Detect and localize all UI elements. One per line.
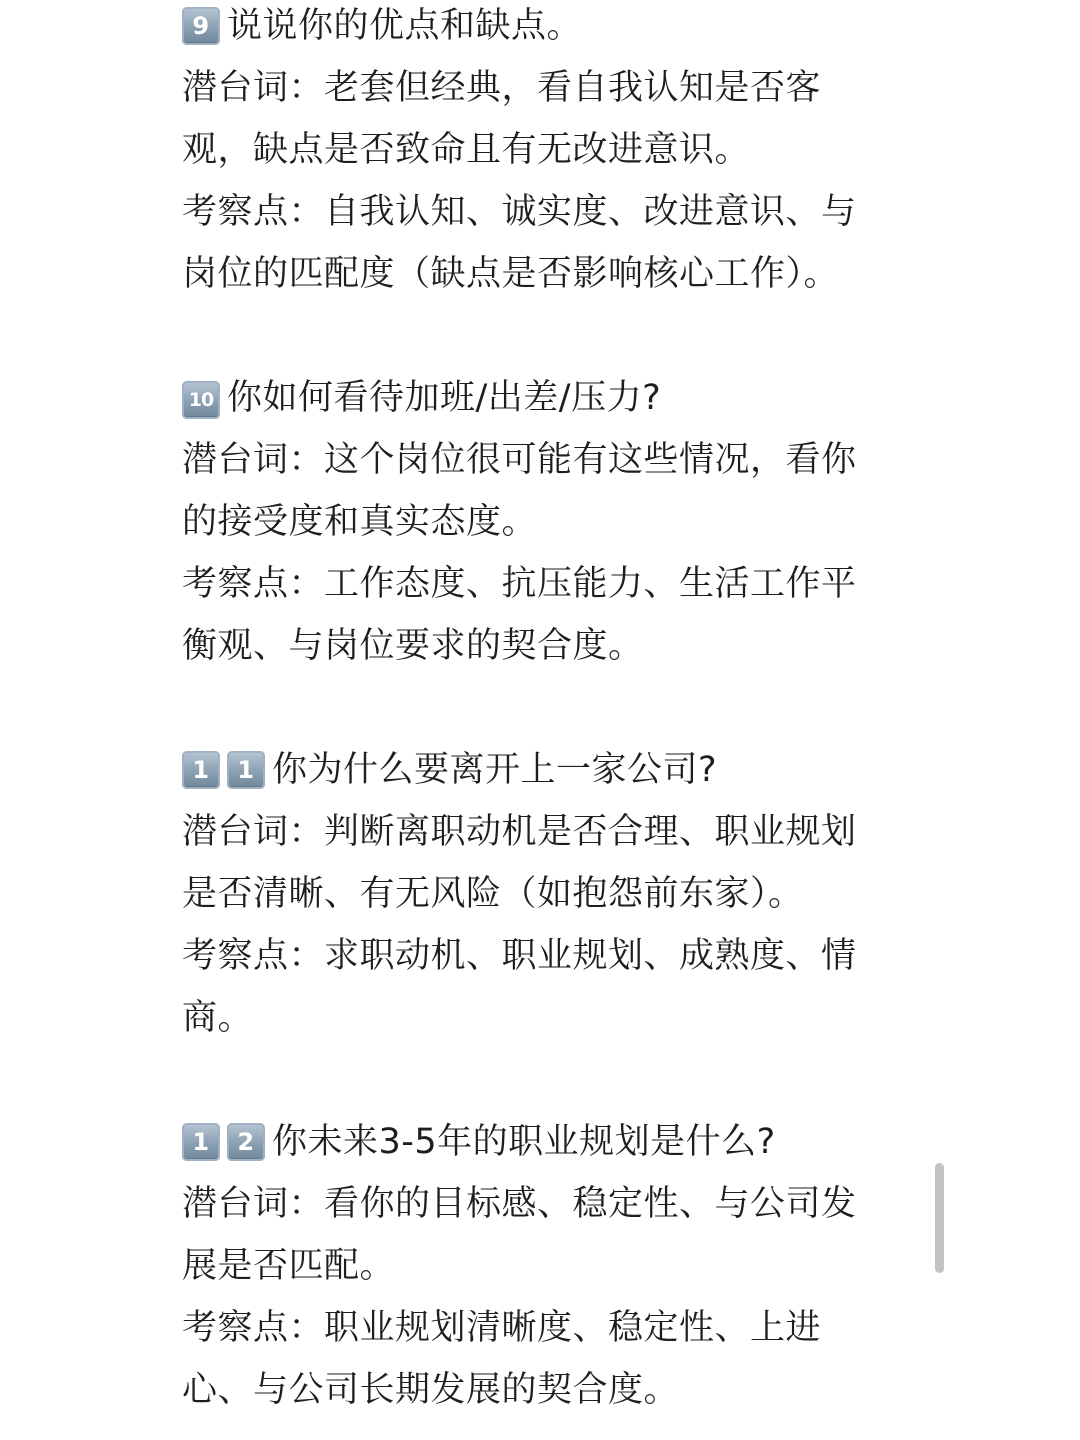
question-heading xyxy=(182,1120,776,1164)
scrollbar-thumb[interactable] xyxy=(935,1163,944,1273)
subtext-line: 观，缺点是否致命且有无改进意识。 xyxy=(182,130,751,170)
focus-line: 衡观、与岗位要求的契合度。 xyxy=(182,626,644,666)
focus-line: 考察点：工作态度、抗压能力、生活工作平 xyxy=(182,564,857,604)
question-title: 你如何看待加班/出差/压力? xyxy=(227,378,662,418)
focus-line: 考察点：职业规划清晰度、稳定性、上进 xyxy=(182,1308,822,1348)
question-title: 你为什么要离开上一家公司? xyxy=(272,750,718,790)
subtext-line: 的接受度和真实态度。 xyxy=(182,502,538,542)
focus-line: 岗位的匹配度（缺点是否影响核心工作）。 xyxy=(182,254,840,294)
keycap-number-icon: 10 xyxy=(182,381,220,419)
question-heading xyxy=(182,376,661,420)
subtext-line: 是否清晰、有无风险（如抱怨前东家）。 xyxy=(182,874,804,914)
keycap-number-icon: 1 xyxy=(182,1123,220,1161)
question-heading xyxy=(182,748,717,792)
subtext-line: 潜台词：老套但经典，看自我认知是否客 xyxy=(182,68,822,108)
keycap-number-icon: 2 xyxy=(227,1123,265,1161)
question-title: 说说你的优点和缺点。 xyxy=(227,6,583,46)
subtext-line: 展是否匹配。 xyxy=(182,1246,396,1286)
keycap-number-icon: 9 xyxy=(182,7,220,45)
keycap-number-icon: 1 xyxy=(182,751,220,789)
question-heading xyxy=(182,4,582,48)
focus-line: 商。 xyxy=(182,998,254,1038)
keycap-number-icon: 1 xyxy=(227,751,265,789)
focus-line: 心、与公司长期发展的契合度。 xyxy=(182,1370,680,1410)
focus-line: 考察点：求职动机、职业规划、成熟度、情 xyxy=(182,936,857,976)
subtext-line: 潜台词：判断离职动机是否合理、职业规划 xyxy=(182,812,857,852)
question-title: 你未来3-5年的职业规划是什么? xyxy=(272,1122,776,1162)
focus-line: 考察点：自我认知、诚实度、改进意识、与 xyxy=(182,192,857,232)
subtext-line: 潜台词：看你的目标感、稳定性、与公司发 xyxy=(182,1184,857,1224)
subtext-line: 潜台词：这个岗位很可能有这些情况，看你 xyxy=(182,440,857,480)
